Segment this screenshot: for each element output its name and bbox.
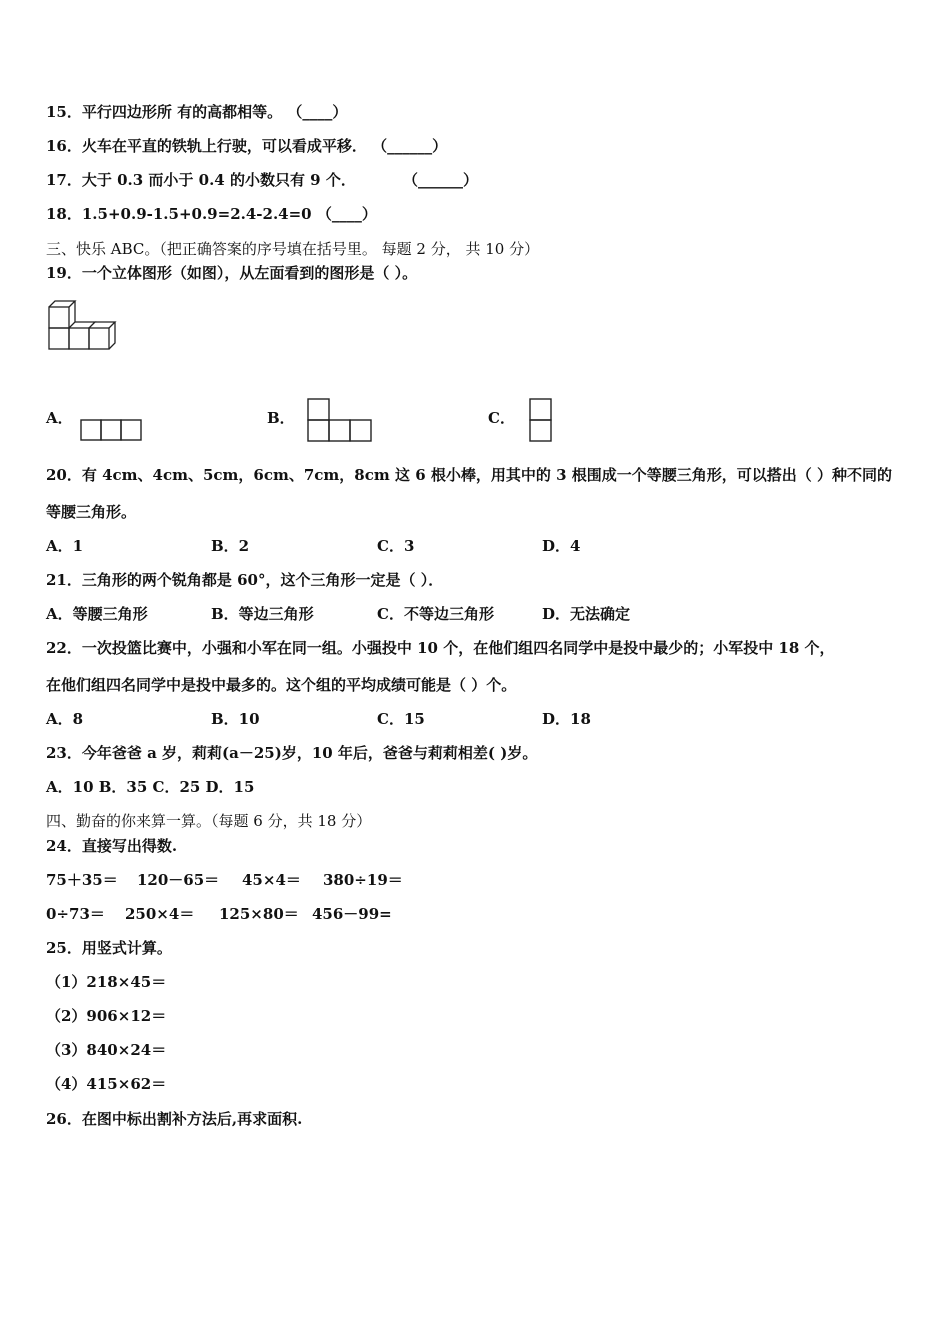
question-22-line1: 22．一次投篮比赛中，小强和小军在同一组。小强投中 10 个，在他们组四名同学中是投中最少的；小军投中 18 个， (46, 639, 835, 657)
calc-item: 0÷73＝ (46, 905, 105, 923)
option-c-shape (529, 398, 552, 442)
q25-item-4: （4）415×62＝ (46, 1075, 167, 1093)
question-21: 21．三角形的两个锐角都是 60°，这个三角形一定是（ ）． (46, 571, 444, 589)
calc-item: 120－65＝ (137, 871, 220, 889)
section-3-heading: 三、快乐 ABC。（把正确答案的序号填在括号里。 每题 2 分， 共 10 分） (46, 240, 540, 258)
q25-item-2: （2）906×12＝ (46, 1007, 167, 1025)
q21-option-c: C．不等边三角形 (377, 605, 494, 623)
q25-item-1: （1）218×45＝ (46, 973, 167, 991)
calc-item: 456－99= (312, 905, 392, 923)
q22-option-a: A．8 (46, 710, 84, 728)
q21-option-d: D．无法确定 (542, 605, 631, 623)
question-18: 18．1.5+0.9-1.5+0.9=2.4-2.4=0 （____） (46, 205, 377, 223)
calc-item: 380÷19＝ (323, 871, 403, 889)
q20-option-d: D．4 (542, 537, 581, 555)
option-b-shape (307, 398, 372, 442)
question-23-options: A．10 B．35 C．25 D．15 (46, 778, 255, 796)
question-17 (46, 170, 479, 190)
q20-option-c: C．3 (377, 537, 415, 555)
option-a-shape (80, 419, 142, 441)
question-24: 24．直接写出得数. (46, 837, 178, 855)
question-26: 26．在图中标出割补方法后,再求面积. (46, 1110, 303, 1128)
q20-option-b: B．2 (211, 537, 250, 555)
section-4-heading: 四、勤奋的你来算一算。（每题 6 分，共 18 分） (46, 812, 372, 830)
question-19: 19．一个立体图形（如图），从左面看到的图形是（ ）。 (46, 264, 418, 282)
q22-option-d: D．18 (542, 710, 591, 728)
q22-option-c: C．15 (377, 710, 425, 728)
q21-option-b: B．等边三角形 (211, 605, 314, 623)
question-25: 25．用竖式计算。 (46, 939, 172, 957)
question-16: 16．火车在平直的铁轨上行驶，可以看成平移． （______） (46, 137, 448, 155)
question-22-line2: 在他们组四名同学中是投中最多的。这个组的平均成绩可能是（ ）个。 (46, 676, 517, 694)
question-20-line1: 20．有 4cm、4cm、5cm，6cm、7cm，8cm 这 6 根小棒，用其中的 3 根围成一个等腰三角形，可以搭出（ ）种不同的 (46, 466, 892, 484)
question-15: 15．平行四边形所 有的高都相等。 （____） (46, 103, 348, 121)
q21-option-a: A．等腰三角形 (46, 605, 148, 623)
question-17-blank: （______） (403, 171, 479, 189)
q19-option-c: C． (488, 409, 515, 427)
q19-option-a: A． (46, 409, 73, 427)
q19-option-b: B． (267, 409, 295, 427)
q20-option-a: A．1 (46, 537, 84, 555)
cube-figure (48, 300, 122, 352)
question-20-line2: 等腰三角形。 (46, 503, 137, 521)
question-23: 23．今年爸爸 a 岁，莉莉(a－25)岁，10 年后，爸爸与莉莉相差( )岁。 (46, 744, 538, 762)
calc-item: 125×80＝ (219, 905, 299, 923)
question-17-text: 17．大于 0.3 而小于 0.4 的小数只有 9 个． (46, 171, 356, 189)
calc-item: 75＋35＝ (46, 871, 118, 889)
q25-item-3: （3）840×24＝ (46, 1041, 167, 1059)
calc-item: 45×4＝ (242, 871, 301, 889)
q22-option-b: B．10 (211, 710, 260, 728)
calc-item: 250×4＝ (125, 905, 195, 923)
